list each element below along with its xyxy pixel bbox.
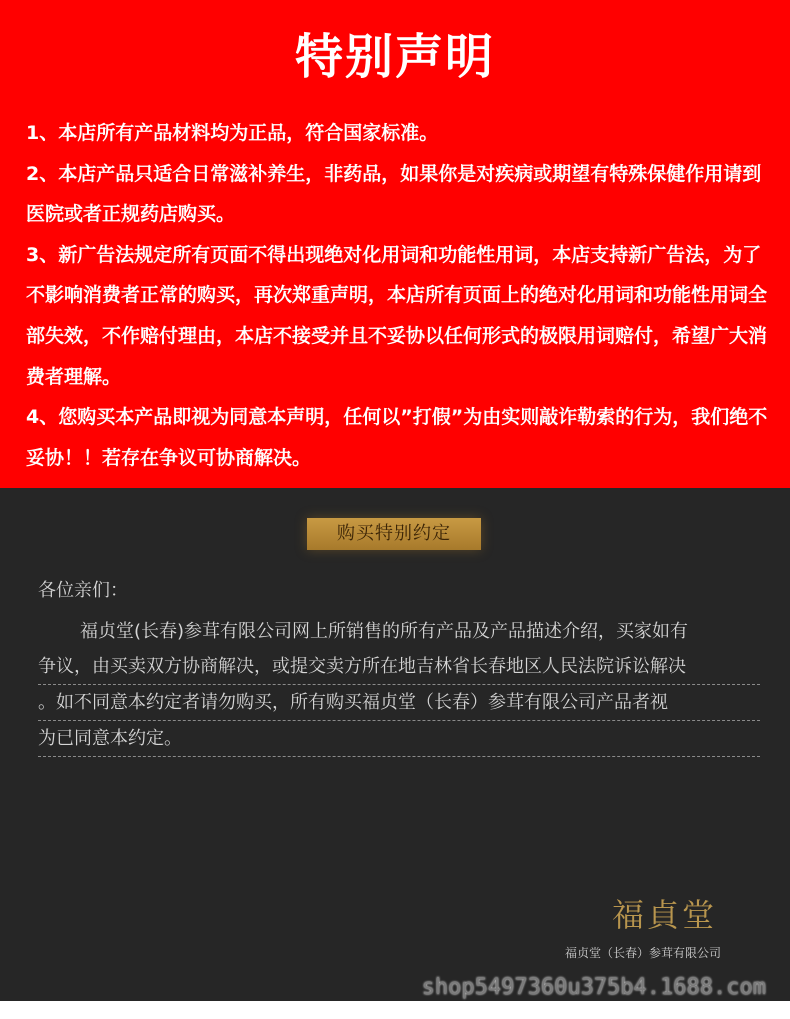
purchase-agreement-section — [0, 488, 790, 1001]
declaration-item: 1、本店所有产品材料均为正品，符合国家标准。 — [26, 122, 439, 144]
declaration-body — [26, 113, 771, 478]
shop-url-watermark: shop5497360u375b4.1688.com — [421, 975, 766, 1000]
brand-logo: 福貞堂 — [612, 896, 718, 934]
agreement-greeting: 各位亲们： — [38, 580, 128, 601]
agreement-line: 。如不同意本约定者请勿购买，所有购买福贞堂（长春）参茸有限公司产品者视 — [38, 685, 760, 721]
declaration-item: 4、您购买本产品即视为同意本声明，任何以”打假”为由实则敲诈勒索的行为，我们绝不妥协！！若存在争议可协商解决。 — [26, 406, 768, 469]
declaration-item: 3、新广告法规定所有页面不得出现绝对化用词和功能性用词，本店支持新广告法，为了不影响消费者正常的购买，再次郑重声明，本店所有页面上的绝对化用词和功能性用词全部失效，不作赔付理由，本店不接受并且不妥协以任何形式的极限用词赔付，希望广大消费者理解。 — [26, 243, 768, 388]
agreement-line: 争议，由买卖双方协商解决，或提交卖方所在地吉林省长春地区人民法院诉讼解决 — [38, 649, 760, 685]
special-declaration-section — [0, 0, 790, 488]
agreement-line: 为已同意本约定。 — [38, 721, 760, 757]
declaration-title: 特别声明 — [294, 29, 495, 85]
company-name: 福贞堂（长春）参茸有限公司 — [565, 946, 722, 960]
agreement-banner: 购买特别约定 — [307, 518, 481, 550]
agreement-line: 福贞堂(长春)参茸有限公司网上所销售的所有产品及产品描述介绍，买家如有 — [80, 621, 689, 642]
declaration-item: 2、本店产品只适合日常滋补养生，非药品，如果你是对疾病或期望有特殊保健作用请到医院或者正规药店购买。 — [26, 162, 762, 226]
agreement-text — [38, 614, 760, 757]
